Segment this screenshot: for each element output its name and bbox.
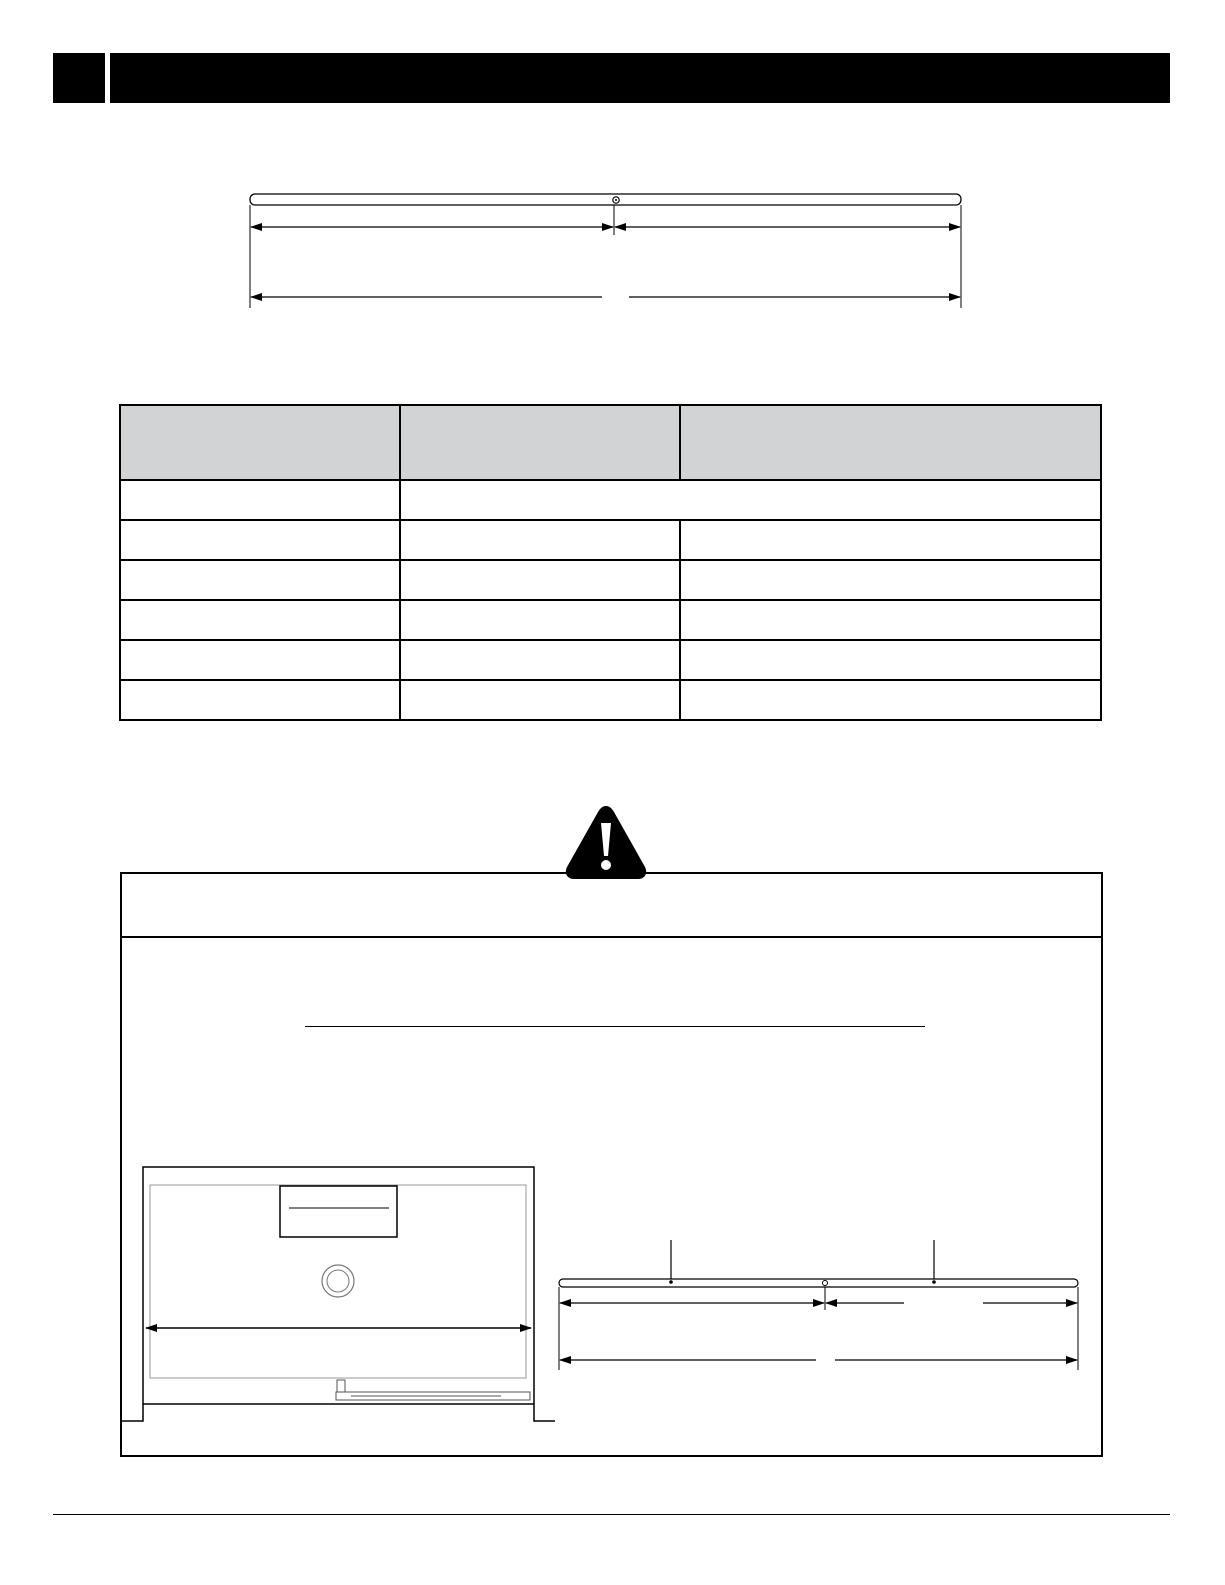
rail-measurement-diagram (550, 1230, 1090, 1380)
table-cell (400, 600, 680, 640)
door-opening-diagram (115, 1160, 565, 1435)
table-cell (680, 640, 1101, 680)
door-bottom-hardware (336, 1380, 530, 1400)
rail-bar (250, 194, 961, 205)
table-cell (120, 480, 400, 520)
table-cell (680, 680, 1101, 720)
table-cell (120, 600, 400, 640)
table-cell (120, 560, 400, 600)
table-header-row (120, 405, 1101, 480)
table-cell (400, 520, 680, 560)
table-cell (400, 640, 680, 680)
warning-title-row (122, 874, 1101, 938)
table-cell (400, 560, 680, 600)
door-lock-icon (322, 1265, 354, 1297)
table-cell-merged (400, 480, 1101, 520)
footer-rule (53, 1514, 1170, 1515)
warning-triangle-icon (563, 803, 649, 883)
table-row (120, 560, 1101, 600)
column-header (400, 405, 680, 480)
table-cell (120, 520, 400, 560)
table-row (120, 480, 1101, 520)
rail-bar (559, 1279, 1078, 1287)
leader-dot-right (932, 1280, 936, 1284)
table-cell (120, 680, 400, 720)
rail-dimension-diagram (0, 0, 1225, 330)
table-row (120, 520, 1101, 560)
table-cell (680, 560, 1101, 600)
spec-table (119, 404, 1102, 721)
column-header (120, 405, 400, 480)
table-row (120, 600, 1101, 640)
table-cell (120, 640, 400, 680)
table-cell (400, 680, 680, 720)
table-row (120, 640, 1101, 680)
table-cell (680, 520, 1101, 560)
table-cell (680, 600, 1101, 640)
door-label-plate (280, 1186, 397, 1237)
column-header (680, 405, 1101, 480)
leader-dot-left (669, 1280, 673, 1284)
table-row (120, 680, 1101, 720)
warning-text-underline (305, 1026, 925, 1027)
